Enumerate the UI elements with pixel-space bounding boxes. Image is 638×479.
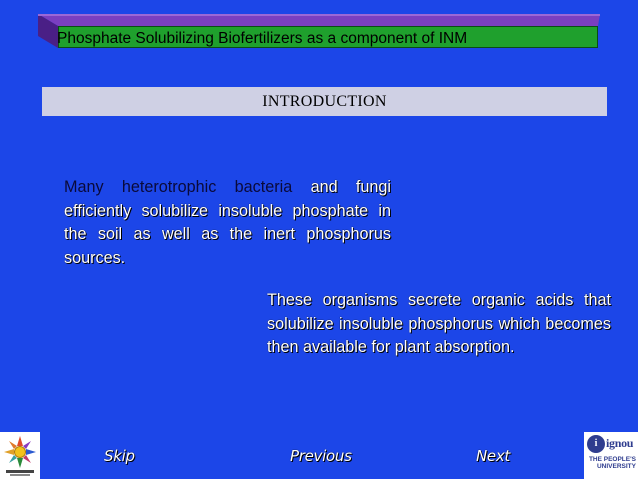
slide-title: Phosphate Solubilizing Biofertilizers as a component of INM (57, 30, 468, 47)
next-button[interactable]: Next (476, 447, 511, 465)
previous-button[interactable]: Previous (290, 447, 352, 465)
sun-emblem-logo-icon (0, 432, 40, 479)
paragraph-1 (64, 176, 391, 270)
section-heading: INTRODUCTION (262, 92, 387, 110)
section-heading-bar (42, 87, 607, 116)
ignou-logo-tagline: THE PEOPLE'S UNIVERSITY (588, 456, 636, 470)
ignou-logo-icon (584, 432, 638, 479)
title-banner (38, 14, 600, 50)
ignou-logo-mark: i (587, 435, 605, 453)
paragraph-1-rest: and fungi efficiently solubilize insoluble phosphate in the soil as well as the inert phosphorus sources. (64, 178, 391, 267)
skip-button[interactable]: Skip (104, 447, 135, 465)
ignou-logo-name: ignou (606, 436, 634, 450)
paragraph-2: These organisms secrete organic acids that solubilize insoluble phosphorus which becomes then available for plant absorption. (267, 291, 611, 356)
paragraph-1-lead: Many heterotrophic bacteria (64, 178, 311, 196)
